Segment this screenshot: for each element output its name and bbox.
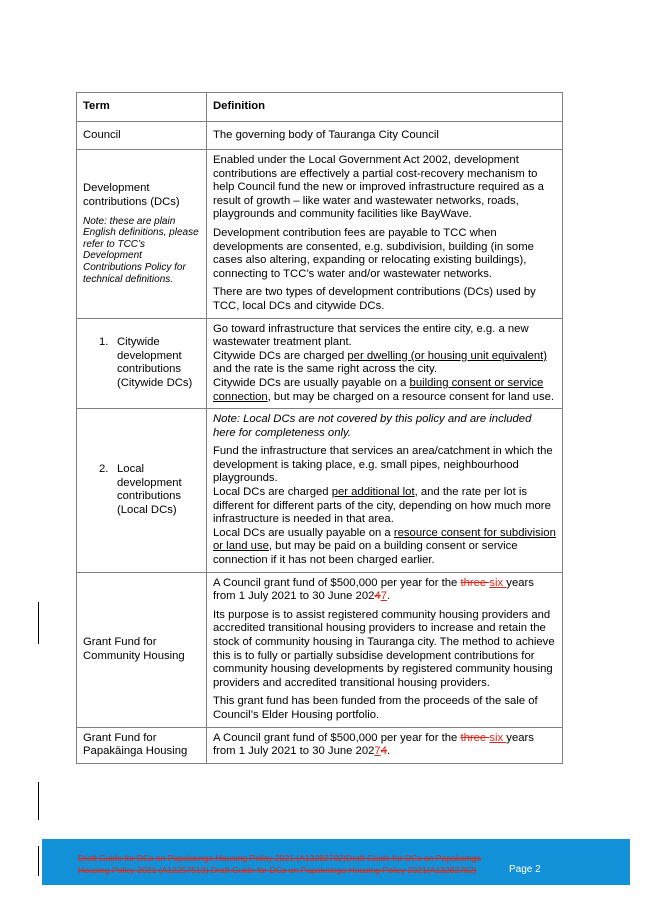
grant-papakainga-paragraph-1: A Council grant fund of $500,000 per year for the three six years from 1 July 2021 to 30 June 20274.	[213, 731, 534, 758]
local-list-number: 2.	[99, 463, 109, 476]
dcs-paragraph-1: Enabled under the Local Government Act 2002, development contributions are effectively a partial cost-recovery mechanism to help Council fund the new or improved infrastructure required as a result of growth – like water and wastewater networks, roads, playgrounds and community facilities like BayWave.	[213, 154, 544, 221]
revision-change-bar	[38, 846, 39, 876]
definition-grant-papakainga	[207, 727, 563, 763]
grant-community-paragraph-2: Its purpose is to assist registered community housing providers and accredited transitional housing providers to increase and retain the stock of community housing in Tauranga city. The method to achieve this is to fully or partially subsidise development contributions for community housing developments by registered community housing providers and accredited transitional housing providers.	[213, 608, 555, 689]
header-definition: Definition	[207, 93, 563, 122]
tracked-insertion: 7	[380, 590, 387, 603]
citywide-underlined-rate: per dwelling (or housing unit equivalent)	[347, 349, 548, 362]
local-underlined-payable: resource consent for subdivision or land use	[213, 526, 556, 553]
definition-local	[207, 409, 563, 573]
dcs-paragraph-2: Development contribution fees are payable to TCC when developments are consented, e.g. subdivision, building (in some cases also altering, expanding or relocating existing buildings), connecting to TCC’s water and/or wastewater networks.	[213, 226, 534, 280]
table-row-grant-community	[77, 572, 563, 727]
term-grant-community: Grant Fund for Community Housing	[77, 572, 207, 727]
local-line-2: Local DCs are charged per additional lot, and the rate per lot is different for different parts of the city, depending on how much more infrastructure is needed in that area.	[213, 486, 551, 526]
term-dcs: Development contributions (DCs)	[83, 182, 180, 208]
term-local-cell	[77, 409, 207, 573]
table-row-grant-papakainga	[77, 727, 563, 763]
tracked-insertion: six	[489, 731, 507, 744]
table-row-local	[77, 409, 563, 573]
grant-community-paragraph-3: This grant fund has been funded from the proceeds of the sale of Council’s Elder Housing portfolio.	[213, 695, 538, 721]
term-citywide-cell	[77, 318, 207, 409]
tracked-insertion: 7	[374, 745, 381, 758]
footer-document-reference: Draft Guide for DCs on Papakainga Housing Policy 2021 (A13282702)Draft Guide for DCs on Papakainga Housing Policy 2021 (A12257513) Draft Guide for DCs on Papakainga Housing Policy 2021(A13282702)	[78, 853, 482, 875]
revision-change-bar	[38, 602, 39, 644]
tracked-deletion: three	[460, 576, 490, 589]
tracked-insertion: six	[489, 576, 507, 589]
citywide-line-1: Go toward infrastructure that services the entire city, e.g. a new wastewater treatment plant.	[213, 322, 529, 349]
tracked-deletion: 4	[374, 590, 381, 603]
definitions-table	[76, 92, 563, 764]
definition-grant-community	[207, 572, 563, 727]
revision-change-bar	[38, 782, 39, 820]
dcs-paragraph-3: There are two types of development contributions (DCs) used by TCC, local DCs and citywide DCs.	[213, 286, 536, 312]
definition-citywide	[207, 318, 563, 409]
local-underlined-rate: per additional lot	[331, 486, 415, 499]
citywide-list-number: 1.	[99, 336, 109, 349]
local-note: Note: Local DCs are not covered by this policy and are included here for completeness only.	[213, 413, 532, 439]
citywide-line-3: Citywide DCs are usually payable on a building consent or service connection, but may be charged on a resource consent for land use.	[213, 376, 555, 403]
footer-page-number: Page 2	[509, 864, 541, 875]
definition-council: The governing body of Tauranga City Council	[207, 122, 563, 150]
citywide-line-2: Citywide DCs are charged per dwelling (or housing unit equivalent) and the rate is the same right across the city.	[213, 349, 548, 376]
term-council: Council	[77, 122, 207, 150]
citywide-underlined-payable: building consent or service connection	[213, 376, 544, 403]
term-grant-papakainga: Grant Fund for Papakāinga Housing	[77, 727, 207, 763]
grant-community-paragraph-1: A Council grant fund of $500,000 per year for the three six years from 1 July 2021 to 30 June 20247.	[213, 576, 534, 603]
definition-dcs	[207, 150, 563, 319]
local-line-1: Fund the infrastructure that services an area/catchment in which the development is taking place, e.g. small pipes, neighbourhood playgrounds.	[213, 445, 553, 485]
table-row-council	[77, 122, 563, 150]
header-term: Term	[77, 93, 207, 122]
table-header-row	[77, 93, 563, 122]
term-dcs-cell	[77, 150, 207, 319]
term-dcs-note: Note: these are plain English definitions, please refer to TCC’s Development Contributions Policy for technical definitions.	[83, 215, 199, 285]
term-local: Local development contributions (Local DCs)	[117, 463, 182, 516]
tracked-deletion: 4	[380, 745, 387, 758]
table-row-dcs	[77, 150, 563, 319]
tracked-deletion: three	[460, 731, 490, 744]
local-line-3: Local DCs are usually payable on a resource consent for subdivision or land use, but may be paid on a building consent or service connection if it has not been charged earlier.	[213, 526, 556, 567]
term-citywide: Citywide development contributions (Citywide DCs)	[117, 336, 193, 389]
table-row-citywide	[77, 318, 563, 409]
